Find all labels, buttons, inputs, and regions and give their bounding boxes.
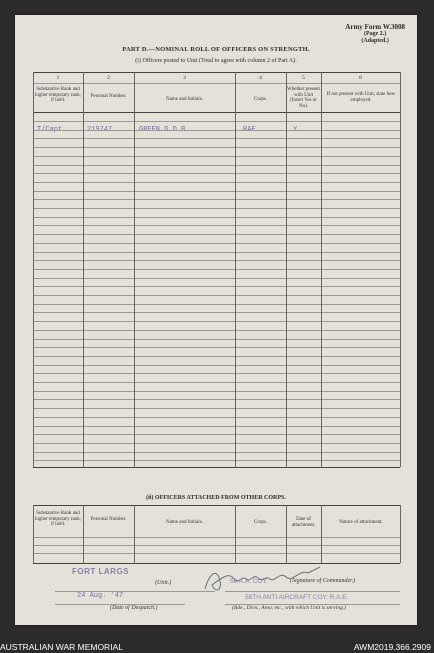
table-row-rule bbox=[33, 252, 400, 253]
table-row-rule bbox=[33, 225, 400, 226]
table-row-rule bbox=[33, 443, 400, 444]
table-row-rule bbox=[33, 191, 400, 192]
col-number-3: 3 bbox=[183, 75, 186, 81]
archive-name: AUSTRALIAN WAR MEMORIAL bbox=[0, 642, 123, 652]
table-row-rule bbox=[33, 365, 400, 366]
signature-line bbox=[225, 591, 400, 592]
att-header-name: Name and Initials. bbox=[166, 520, 203, 525]
coy-stamp: 58 A.A. COY. bbox=[230, 578, 268, 585]
despatch-date: 24 Aug. '47 bbox=[77, 592, 124, 600]
form-number: Army Form W.3008 bbox=[345, 23, 405, 31]
column-rule bbox=[83, 72, 84, 467]
table-row-rule bbox=[33, 460, 400, 461]
table-row-rule bbox=[33, 330, 400, 331]
att-column-rule bbox=[134, 505, 135, 563]
att-header-rank: Substantive Rank and higher temporary rank, if held. bbox=[35, 511, 81, 528]
table-row-rule bbox=[33, 156, 400, 157]
table-row-rule bbox=[33, 373, 400, 374]
archive-reference: AWM2019.366.2909 bbox=[353, 642, 431, 652]
att-column-rule bbox=[286, 505, 287, 563]
form-adapted: (Adapted.) bbox=[361, 38, 389, 44]
att-column-rule bbox=[33, 505, 34, 563]
table-top-rule bbox=[33, 72, 400, 73]
entry-name: GREEN G.D.B. bbox=[139, 126, 190, 134]
col-number-4: 4 bbox=[259, 75, 262, 81]
unit-label: (Unit.) bbox=[155, 580, 172, 586]
column-rule bbox=[33, 72, 34, 467]
archive-bar bbox=[0, 635, 434, 653]
column-rule bbox=[235, 72, 236, 467]
table-row-rule bbox=[33, 408, 400, 409]
table-row-rule bbox=[33, 391, 400, 392]
table-row-rule bbox=[33, 426, 400, 427]
table-row-rule bbox=[33, 243, 400, 244]
bde-label: (Bde., Divn., Area, etc., with which Unit is serving.) bbox=[232, 605, 346, 611]
att-row-rule bbox=[33, 553, 400, 554]
table-row-rule bbox=[33, 356, 400, 357]
table-row-rule bbox=[33, 208, 400, 209]
table-row-rule bbox=[33, 217, 400, 218]
bde-line bbox=[225, 604, 400, 605]
col-number-2: 2 bbox=[107, 75, 110, 81]
column-rule bbox=[400, 72, 401, 467]
page-subtitle: (i) Officers posted to Unit (Total to agree with column 2 of Part A). bbox=[135, 58, 297, 64]
table-row-rule bbox=[33, 147, 400, 148]
att-column-rule bbox=[400, 505, 401, 563]
table-bottom-rule bbox=[33, 467, 400, 468]
unit-line bbox=[55, 591, 215, 592]
header-bottom-rule bbox=[33, 112, 400, 113]
col-number-6: 6 bbox=[359, 75, 362, 81]
col-number-rule bbox=[33, 83, 400, 84]
att-header-rule bbox=[33, 537, 400, 538]
table-row-rule bbox=[33, 286, 400, 287]
table-row-rule bbox=[33, 399, 400, 400]
column-rule bbox=[286, 72, 287, 467]
att-header-corps: Corps. bbox=[253, 520, 268, 525]
entry-number: 219747 bbox=[87, 126, 113, 134]
unit-name-stamp: 58TH ANTI AIRCRAFT COY. R.A.E. bbox=[245, 594, 349, 601]
table-row-rule bbox=[33, 130, 400, 131]
table-row-rule bbox=[33, 269, 400, 270]
table-row-rule bbox=[33, 452, 400, 453]
att-table-bottom-rule bbox=[33, 563, 400, 564]
table-row-rule bbox=[33, 165, 400, 166]
despatch-label: (Date of Despatch.) bbox=[110, 605, 158, 611]
signature-label: (Signature of Commander.) bbox=[290, 578, 356, 584]
table-row-rule bbox=[33, 417, 400, 418]
header-name: Name and Initials. bbox=[166, 97, 203, 102]
table-row-rule bbox=[33, 434, 400, 435]
form-sheet bbox=[15, 15, 417, 625]
table-row-rule bbox=[33, 321, 400, 322]
despatch-line bbox=[55, 604, 185, 605]
column-rule bbox=[134, 72, 135, 467]
table-row-rule bbox=[33, 199, 400, 200]
att-header-nature: Nature of attachment. bbox=[339, 520, 383, 525]
table-row-rule bbox=[33, 278, 400, 279]
header-corps: Corps. bbox=[253, 97, 268, 102]
table-row-rule bbox=[33, 295, 400, 296]
attached-officers-title: (ii) OFFICERS ATTACHED FROM OTHER CORPS. bbox=[146, 495, 286, 501]
page-title: PART D.—NOMINAL ROLL OF OFFICERS ON STRENGTH. bbox=[122, 46, 310, 53]
form-header bbox=[345, 24, 405, 45]
header-rank: Substantive Rank and higher temporary rank, if held. bbox=[35, 87, 81, 104]
header-how-employed: If not present with Unit, state how employed. bbox=[326, 92, 396, 103]
col-number-5: 5 bbox=[302, 75, 305, 81]
table-row-rule bbox=[33, 382, 400, 383]
att-column-rule bbox=[83, 505, 84, 563]
unit-stamp: FORT LARGS bbox=[72, 567, 129, 576]
table-row-rule bbox=[33, 138, 400, 139]
col-number-1: 1 bbox=[56, 75, 60, 81]
table-row-rule bbox=[33, 121, 400, 122]
table-row-rule bbox=[33, 304, 400, 305]
table-row-rule bbox=[33, 234, 400, 235]
column-rule bbox=[321, 72, 322, 467]
header-present: Whether present with Unit (Insert Yes or No). bbox=[287, 87, 320, 109]
table-row-rule bbox=[33, 347, 400, 348]
table-row-rule bbox=[33, 182, 400, 183]
table-row-rule bbox=[33, 173, 400, 174]
table-row-rule bbox=[33, 339, 400, 340]
att-row-rule bbox=[33, 545, 400, 546]
entry-present: Y. bbox=[293, 126, 302, 134]
att-table-top-rule bbox=[33, 505, 400, 506]
att-header-personal-number: Personal Number. bbox=[90, 517, 127, 522]
form-page: (Page 2.) bbox=[363, 31, 387, 37]
entry-corps: RAE bbox=[243, 126, 256, 134]
att-column-rule bbox=[321, 505, 322, 563]
header-personal-number: Personal Number. bbox=[90, 94, 127, 99]
entry-rank: T/Capt. bbox=[37, 126, 67, 134]
table-row-rule bbox=[33, 260, 400, 261]
att-header-date: Date of attachment. bbox=[291, 517, 316, 528]
att-column-rule bbox=[235, 505, 236, 563]
table-row-rule bbox=[33, 312, 400, 313]
